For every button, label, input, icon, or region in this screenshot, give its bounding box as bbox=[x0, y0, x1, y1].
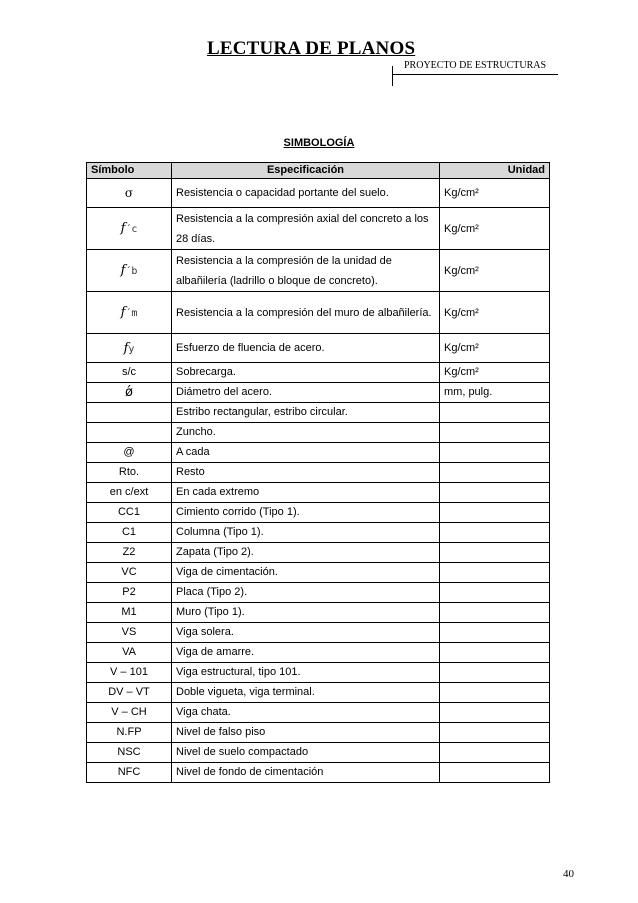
symbol-cell: en c/ext bbox=[87, 483, 172, 503]
symbol-cell bbox=[87, 334, 172, 363]
specification-cell: Resistencia o capacidad portante del suelo. bbox=[172, 179, 440, 208]
document-subtitle: PROYECTO DE ESTRUCTURAS bbox=[404, 60, 547, 71]
symbol-cell: s/c bbox=[87, 363, 172, 383]
table-row bbox=[87, 723, 550, 743]
table-row bbox=[87, 743, 550, 763]
table-row bbox=[87, 463, 550, 483]
section-title: SIMBOLOGÍA bbox=[283, 137, 355, 149]
unit-cell bbox=[440, 403, 550, 423]
specification-cell: Viga estructural, tipo 101. bbox=[172, 663, 440, 683]
symbol-cell: V – 101 bbox=[87, 663, 172, 683]
unit-cell bbox=[440, 423, 550, 443]
table-row bbox=[87, 503, 550, 523]
header-rule-vertical bbox=[392, 66, 393, 86]
table-header-row bbox=[87, 163, 550, 179]
specification-cell: Viga solera. bbox=[172, 623, 440, 643]
unit-cell bbox=[440, 503, 550, 523]
unit-cell: Kg/cm² bbox=[440, 179, 550, 208]
unit-cell bbox=[440, 563, 550, 583]
unit-cell bbox=[440, 463, 550, 483]
symbol-main: f bbox=[123, 340, 129, 356]
specification-cell: Estribo rectangular, estribo circular. bbox=[172, 403, 440, 423]
symbol-cell: VS bbox=[87, 623, 172, 643]
symbol-main: f bbox=[120, 221, 126, 236]
unit-cell bbox=[440, 723, 550, 743]
specification-cell: Placa (Tipo 2). bbox=[172, 583, 440, 603]
symbology-table bbox=[86, 162, 550, 783]
table-row bbox=[87, 179, 550, 208]
specification-cell: Esfuerzo de fluencia de acero. bbox=[172, 334, 440, 363]
unit-cell: mm, pulg. bbox=[440, 383, 550, 403]
specification-cell: Viga de amarre. bbox=[172, 643, 440, 663]
header-rule bbox=[392, 74, 558, 75]
unit-cell bbox=[440, 663, 550, 683]
symbol-cell: M1 bbox=[87, 603, 172, 623]
specification-cell: Muro (Tipo 1). bbox=[172, 603, 440, 623]
symbol-cell: CC1 bbox=[87, 503, 172, 523]
symbol-cell: C1 bbox=[87, 523, 172, 543]
symbol-main: f bbox=[120, 263, 126, 278]
unit-cell: Kg/cm² bbox=[440, 292, 550, 334]
specification-cell: Sobrecarga. bbox=[172, 363, 440, 383]
symbol-cell bbox=[87, 292, 172, 334]
symbol-subscript: ´c bbox=[125, 224, 138, 235]
table-row bbox=[87, 250, 550, 292]
symbol-cell bbox=[87, 250, 172, 292]
table-row bbox=[87, 443, 550, 463]
unit-cell bbox=[440, 483, 550, 503]
specification-cell: Viga chata. bbox=[172, 703, 440, 723]
symbol-cell: Rto. bbox=[87, 463, 172, 483]
symbol-cell bbox=[87, 208, 172, 250]
specification-cell: Diámetro del acero. bbox=[172, 383, 440, 403]
table-row bbox=[87, 383, 550, 403]
column-header-symbol: Símbolo bbox=[87, 163, 172, 179]
specification-cell: Viga de cimentación. bbox=[172, 563, 440, 583]
specification-cell: Resto bbox=[172, 463, 440, 483]
table-row bbox=[87, 583, 550, 603]
specification-cell: Nivel de fondo de cimentación bbox=[172, 763, 440, 783]
symbol-text: σ bbox=[124, 186, 134, 200]
unit-cell: Kg/cm² bbox=[440, 250, 550, 292]
specification-cell: Doble vigueta, viga terminal. bbox=[172, 683, 440, 703]
table-row bbox=[87, 423, 550, 443]
symbol-main: f bbox=[120, 305, 126, 320]
unit-cell bbox=[440, 443, 550, 463]
table-row bbox=[87, 623, 550, 643]
table-row bbox=[87, 663, 550, 683]
symbol-cell: P2 bbox=[87, 583, 172, 603]
document-title: LECTURA DE PLANOS bbox=[207, 38, 416, 59]
symbol-cell: NFC bbox=[87, 763, 172, 783]
unit-cell bbox=[440, 703, 550, 723]
unit-cell bbox=[440, 743, 550, 763]
symbol-cell: VA bbox=[87, 643, 172, 663]
column-header-specification: Especificación bbox=[172, 163, 440, 179]
symbol-cell bbox=[87, 423, 172, 443]
table-row bbox=[87, 483, 550, 503]
specification-cell: Columna (Tipo 1). bbox=[172, 523, 440, 543]
symbol-cell: @ bbox=[87, 443, 172, 463]
table-row bbox=[87, 763, 550, 783]
symbol-cell: Z2 bbox=[87, 543, 172, 563]
unit-cell bbox=[440, 603, 550, 623]
table-row bbox=[87, 683, 550, 703]
table-row bbox=[87, 208, 550, 250]
specification-cell: Resistencia a la compresión axial del concreto a los 28 días. bbox=[172, 208, 440, 250]
unit-cell bbox=[440, 583, 550, 603]
specification-cell: Resistencia a la compresión de la unidad de albañilería (ladrillo o bloque de concreto). bbox=[172, 250, 440, 292]
unit-cell bbox=[440, 543, 550, 563]
symbol-subscript: y bbox=[128, 343, 135, 355]
table-row bbox=[87, 603, 550, 623]
table-row bbox=[87, 643, 550, 663]
specification-cell: Cimiento corrido (Tipo 1). bbox=[172, 503, 440, 523]
specification-cell: Nivel de suelo compactado bbox=[172, 743, 440, 763]
table-row bbox=[87, 363, 550, 383]
specification-cell: Nivel de falso piso bbox=[172, 723, 440, 743]
symbol-subscript: ´m bbox=[125, 308, 138, 319]
symbol-cell bbox=[87, 179, 172, 208]
unit-cell bbox=[440, 623, 550, 643]
unit-cell bbox=[440, 523, 550, 543]
specification-cell: A cada bbox=[172, 443, 440, 463]
table-row bbox=[87, 334, 550, 363]
table-row bbox=[87, 523, 550, 543]
column-header-unit: Unidad bbox=[440, 163, 550, 179]
specification-cell: En cada extremo bbox=[172, 483, 440, 503]
unit-cell: Kg/cm² bbox=[440, 363, 550, 383]
unit-cell bbox=[440, 763, 550, 783]
symbol-cell: NSC bbox=[87, 743, 172, 763]
unit-cell: Kg/cm² bbox=[440, 208, 550, 250]
table-row bbox=[87, 703, 550, 723]
unit-cell: Kg/cm² bbox=[440, 334, 550, 363]
symbol-cell bbox=[87, 403, 172, 423]
symbol-cell: VC bbox=[87, 563, 172, 583]
table-row bbox=[87, 563, 550, 583]
symbol-subscript: ´b bbox=[125, 266, 138, 277]
symbol-cell: DV – VT bbox=[87, 683, 172, 703]
unit-cell bbox=[440, 643, 550, 663]
unit-cell bbox=[440, 683, 550, 703]
table-row bbox=[87, 403, 550, 423]
specification-cell: Resistencia a la compresión del muro de albañilería. bbox=[172, 292, 440, 334]
specification-cell: Zuncho. bbox=[172, 423, 440, 443]
specification-cell: Zapata (Tipo 2). bbox=[172, 543, 440, 563]
table-row bbox=[87, 292, 550, 334]
page-number: 40 bbox=[563, 868, 574, 880]
symbol-cell: N.FP bbox=[87, 723, 172, 743]
table-row bbox=[87, 543, 550, 563]
symbol-cell: ǿ bbox=[87, 383, 172, 403]
symbol-cell: V – CH bbox=[87, 703, 172, 723]
